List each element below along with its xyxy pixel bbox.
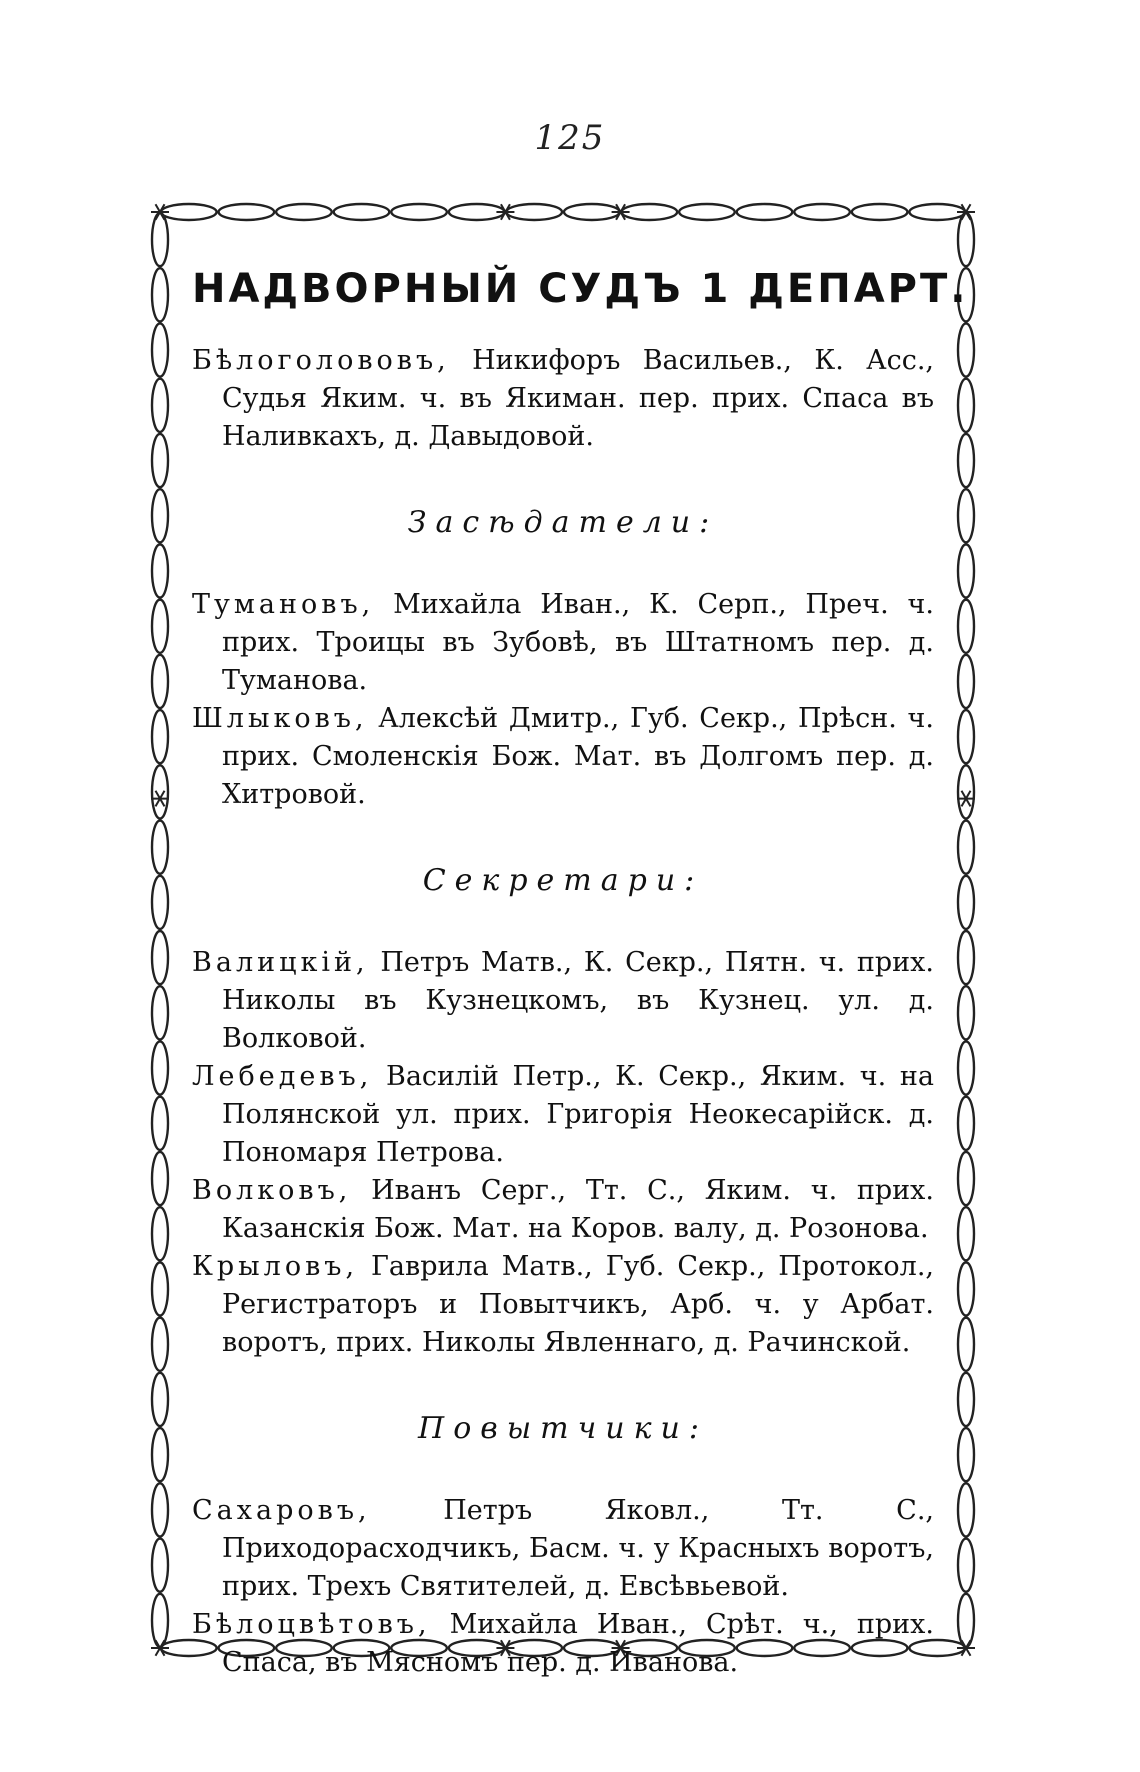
- border-chain-link: [958, 821, 974, 874]
- border-chain-link: [506, 204, 562, 220]
- border-chain-link: [152, 1428, 168, 1481]
- border-chain-link: [152, 268, 168, 321]
- border-chain-link: [152, 1373, 168, 1426]
- border-chain-link: [958, 931, 974, 984]
- border-chain-link: [958, 1318, 974, 1371]
- border-chain-link: [152, 931, 168, 984]
- entry-surname: Валицкій,: [192, 947, 369, 978]
- border-chain-link: [958, 876, 974, 929]
- entry-details: Иванъ Серг., Тт. С., Яким. ч. прих. Казанскія Бож. Мат. на Коров. валу, д. Розонова.: [222, 1175, 934, 1244]
- page-title: НАДВОРНЫЙ СУДЪ 1 ДЕПАРТ.: [192, 266, 969, 312]
- entry-details: Петръ Матв., К. Секр., Пятн. ч. прих. Николы въ Кузнецкомъ, въ Кузнец. ул. д. Волковой.: [222, 947, 934, 1054]
- border-chain-link: [909, 204, 965, 220]
- entry-surname: Шлыковъ,: [192, 703, 368, 734]
- border-chain-link: [958, 213, 974, 266]
- border-chain-link: [958, 1594, 974, 1647]
- page-content: [192, 262, 969, 1682]
- entry-details: Василій Петр., К. Секр., Яким. ч. на Полянской ул. прих. Григорія Неокесарійск. д. Пономаря Петрова.: [222, 1061, 934, 1168]
- section-heading-secretaries: Секретари:: [422, 863, 704, 898]
- page-number: 125: [534, 118, 606, 158]
- border-chain-link: [958, 1428, 974, 1481]
- border-chain-link: [152, 1152, 168, 1205]
- border-chain-link: [152, 323, 168, 376]
- border-chain-link: [152, 710, 168, 763]
- border-chain-link: [958, 1152, 974, 1205]
- border-chain-link: [334, 204, 390, 220]
- border-chain-link: [958, 1207, 974, 1260]
- border-chain-link: [958, 489, 974, 542]
- border-chain-link: [958, 323, 974, 376]
- border-chain-link: [152, 655, 168, 708]
- border-chain-link: [679, 204, 735, 220]
- entry-details: Алексѣй Дмитр., Губ. Секр., Прѣсн. ч. прих. Смоленскія Бож. Мат. въ Долгомъ пер. д. Хитровой.: [222, 703, 934, 810]
- section-heading-clerks: Повытчики:: [418, 1411, 708, 1446]
- entry-surname: Крыловъ,: [192, 1251, 359, 1282]
- border-chain-link: [152, 489, 168, 542]
- border-chain-link: [449, 204, 505, 220]
- border-chain-link: [152, 876, 168, 929]
- border-chain-link: [152, 1539, 168, 1592]
- border-chain-link: [958, 710, 974, 763]
- border-chain-link: [152, 1483, 168, 1536]
- border-chain-link: [152, 1207, 168, 1260]
- border-chain-link: [958, 765, 974, 818]
- entry-details: Никифоръ Васильев., К. Асс., Судья Яким. ч. въ Якиман. пер. прих. Спаса въ Наливкахъ, д. Давыдовой.: [222, 345, 934, 452]
- border-chain-link: [152, 1097, 168, 1150]
- border-chain-link: [958, 1539, 974, 1592]
- border-chain-link: [958, 1041, 974, 1094]
- border-chain-link: [219, 204, 275, 220]
- list-entry: [192, 700, 934, 814]
- list-entry: [192, 1492, 934, 1606]
- border-chain-link: [152, 1318, 168, 1371]
- border-chain-link: [152, 1262, 168, 1315]
- list-entry: [192, 586, 934, 700]
- border-chain-link: [958, 434, 974, 487]
- border-chain-link: [152, 213, 168, 266]
- border-chain-link: [958, 1373, 974, 1426]
- border-chain-link: [958, 1262, 974, 1315]
- border-chain-link: [152, 379, 168, 432]
- entry-details: Гаврила Матв., Губ. Секр., Протокол., Регистраторъ и Повытчикъ, Арб. ч. у Арбат. воротъ, прих. Николы Явленнаго, д. Рачинской.: [222, 1251, 934, 1358]
- border-chain-link: [152, 986, 168, 1039]
- border-chain-link: [958, 544, 974, 597]
- border-chain-link: [958, 655, 974, 708]
- list-entry: [192, 944, 934, 1058]
- border-chain-link: [794, 204, 850, 220]
- border-chain-link: [958, 1483, 974, 1536]
- border-chain-link: [152, 600, 168, 653]
- entry-surname: Тумановъ,: [192, 589, 375, 620]
- entry-surname: Бѣлоцвѣтовъ,: [192, 1609, 431, 1640]
- border-chain-link: [958, 986, 974, 1039]
- entry-details: Петръ Яковл., Тт. С., Приходорасходчикъ, Басм. ч. у Красныхъ воротъ, прих. Трехъ Святителей, д. Евсѣвьевой.: [222, 1495, 934, 1602]
- border-chain-link: [958, 1097, 974, 1150]
- list-entry: [192, 1248, 934, 1362]
- border-chain-link: [152, 544, 168, 597]
- border-chain-link: [152, 434, 168, 487]
- border-chain-link: [852, 204, 908, 220]
- border-chain-link: [152, 1594, 168, 1647]
- border-chain-link: [391, 204, 447, 220]
- entry-surname: Сахаровъ,: [192, 1495, 371, 1526]
- border-chain-link: [152, 765, 168, 818]
- presiding-judge-entry: [192, 342, 934, 456]
- border-chain-link: [152, 821, 168, 874]
- border-chain-link: [564, 204, 620, 220]
- border-chain-link: [958, 379, 974, 432]
- border-chain-link: [161, 204, 217, 220]
- entry-surname: Бѣлоголововъ,: [192, 345, 450, 376]
- entry-surname: Лебедевъ,: [192, 1061, 373, 1092]
- border-chain-link: [737, 204, 793, 220]
- list-entry: [192, 1606, 934, 1682]
- list-entry: [192, 1172, 934, 1248]
- entry-details: Михайла Иван., К. Серп., Преч. ч. прих. Троицы въ Зубовѣ, въ Штатномъ пер. д. Туманова.: [222, 589, 934, 696]
- list-entry: [192, 1058, 934, 1172]
- border-chain-link: [276, 204, 332, 220]
- border-chain-link: [152, 1041, 168, 1094]
- entry-details: Михайла Иван., Срѣт. ч., прих. Спаса, въ Мясномъ пер. д. Иванова.: [222, 1609, 934, 1678]
- border-chain-link: [622, 204, 678, 220]
- section-heading-assessors: Засѣдатели:: [407, 505, 719, 540]
- border-chain-link: [958, 600, 974, 653]
- entry-surname: Волковъ,: [192, 1175, 352, 1206]
